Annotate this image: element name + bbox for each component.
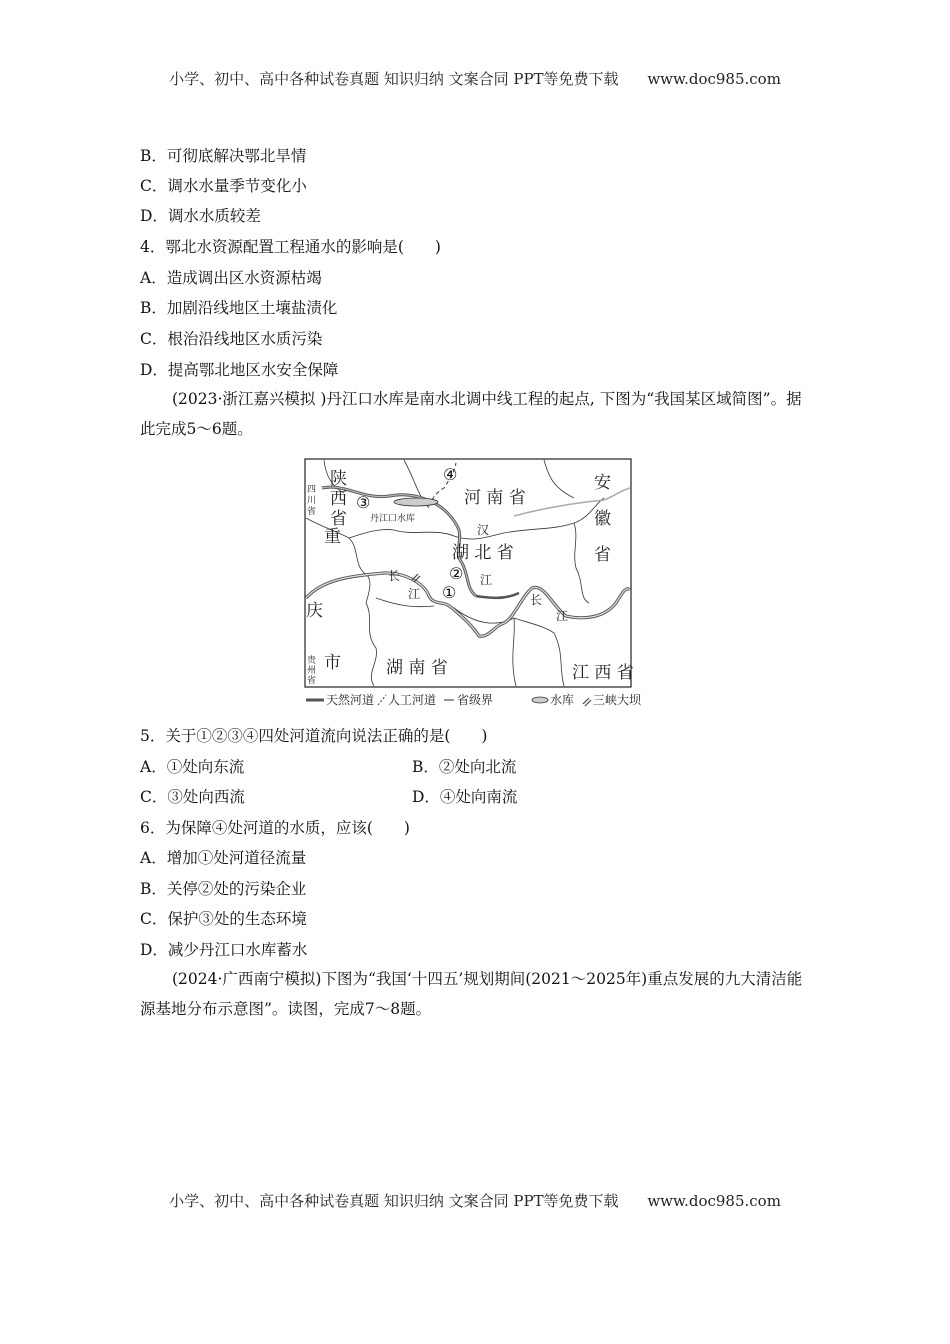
intro-paragraph-2: (2024·广西南宁模拟)下图为“我国‘十四五’规划期间(2021～2025年)重点发展的九大清洁能源基地分布示意图”。读图，完成7～8题。 [140,970,803,1018]
legend-natural: 天然河道 [326,693,375,707]
province-anhui-3: 省 [594,545,611,565]
q3-option-b: B．可彻底解决鄂北旱情 [140,147,307,165]
legend-dam-swatch [583,698,591,706]
yangtze-label-right-2: 江 [556,609,569,623]
yangtze-label-left-2: 江 [408,587,421,601]
footer-site: www.doc985.com [647,1192,781,1210]
q4-option-a: A．造成调出区水资源枯竭 [140,269,322,287]
marker-4: ④ [443,465,458,484]
reservoir-shape [394,498,438,506]
marker-1: ① [442,583,457,602]
q5-stem: 5．关于①②③④四处河道流向说法正确的是( ) [140,727,488,745]
q6-option-c: C．保护③处的生态环境 [140,910,307,928]
q4-option-b: B．加剧沿线地区土壤盐渍化 [140,299,338,317]
legend-reservoir: 水库 [550,693,575,707]
legend-artificial-swatch [378,695,386,705]
province-shaanxi-3: 省 [330,509,347,529]
reservoir-label: 丹江口水库 [370,514,416,524]
legend-dam: 三峡大坝 [593,693,642,707]
province-anhui-1: 安 [594,473,611,493]
q3-option-d: D．调水水质较差 [140,207,261,225]
province-guizhou-1: 贵 [307,656,317,666]
header-site: www.doc985.com [647,70,781,88]
q6-stem: 6．为保障④处河道的水质，应该( ) [140,819,410,837]
province-hunan: 湖 南 省 [386,658,448,678]
province-guizhou-3: 省 [307,676,317,686]
q5-option-c: C．③处向西流 [140,788,245,806]
q5-option-a: A．①处向东流 [140,758,245,776]
legend-boundary: 省级界 [457,693,494,707]
province-chongqing-2: 庆 [306,601,323,621]
q5-option-b: B．②处向北流 [412,758,517,776]
intro-paragraph-1: (2023·浙江嘉兴模拟 )丹江口水库是南水北调中线工程的起点, 下图为“我国某区域简图”。据此完成5～6题。 [140,390,802,438]
province-sichuan-1: 四 [307,485,317,495]
province-guizhou-2: 州 [307,666,317,676]
province-jiangxi: 江 西 省 [572,663,634,683]
province-chongqing-1: 重 [324,527,341,547]
map-legend [306,692,642,707]
province-sichuan-2: 川 [307,496,317,506]
province-sichuan-3: 省 [307,507,317,517]
province-henan: 河 南 省 [464,488,526,508]
legend-artificial: 人工河道 [388,693,437,707]
province-hubei: 湖 北 省 [452,543,514,563]
han-river-label-2: 江 [480,573,493,587]
yangtze-label-left-1: 长 [388,569,401,583]
province-chongqing-3: 市 [324,653,341,673]
province-shaanxi-1: 陕 [330,469,347,489]
province-anhui-2: 徽 [594,509,611,529]
marker-2: ② [449,564,464,583]
q3-option-c: C．调水水量季节变化小 [140,177,307,195]
legend-reservoir-swatch [532,697,548,703]
q5-option-d: D．④处向南流 [412,788,518,806]
page-footer [0,1190,950,1211]
q4-stem: 4．鄂北水资源配置工程通水的影响是( ) [140,238,441,256]
q4-option-c: C．根治沿线地区水质污染 [140,330,323,348]
q6-option-d: D．减少丹江口水库蓄水 [140,941,308,959]
q6-option-b: B．关停②处的污染企业 [140,880,307,898]
marker-3: ③ [356,493,371,512]
region-map [304,458,652,714]
yangtze-label-right-1: 长 [530,593,543,607]
header-text: 小学、初中、高中各种试卷真题 知识归纳 文案合同 PPT等免费下载 [169,70,619,88]
han-river-label-1: 汉 [477,523,490,537]
province-shaanxi-2: 西 [330,489,347,509]
footer-text: 小学、初中、高中各种试卷真题 知识归纳 文案合同 PPT等免费下载 [169,1192,619,1210]
page-header [0,68,950,89]
q6-option-a: A．增加①处河道径流量 [140,849,307,867]
q4-option-d: D．提高鄂北地区水安全保障 [140,361,339,379]
